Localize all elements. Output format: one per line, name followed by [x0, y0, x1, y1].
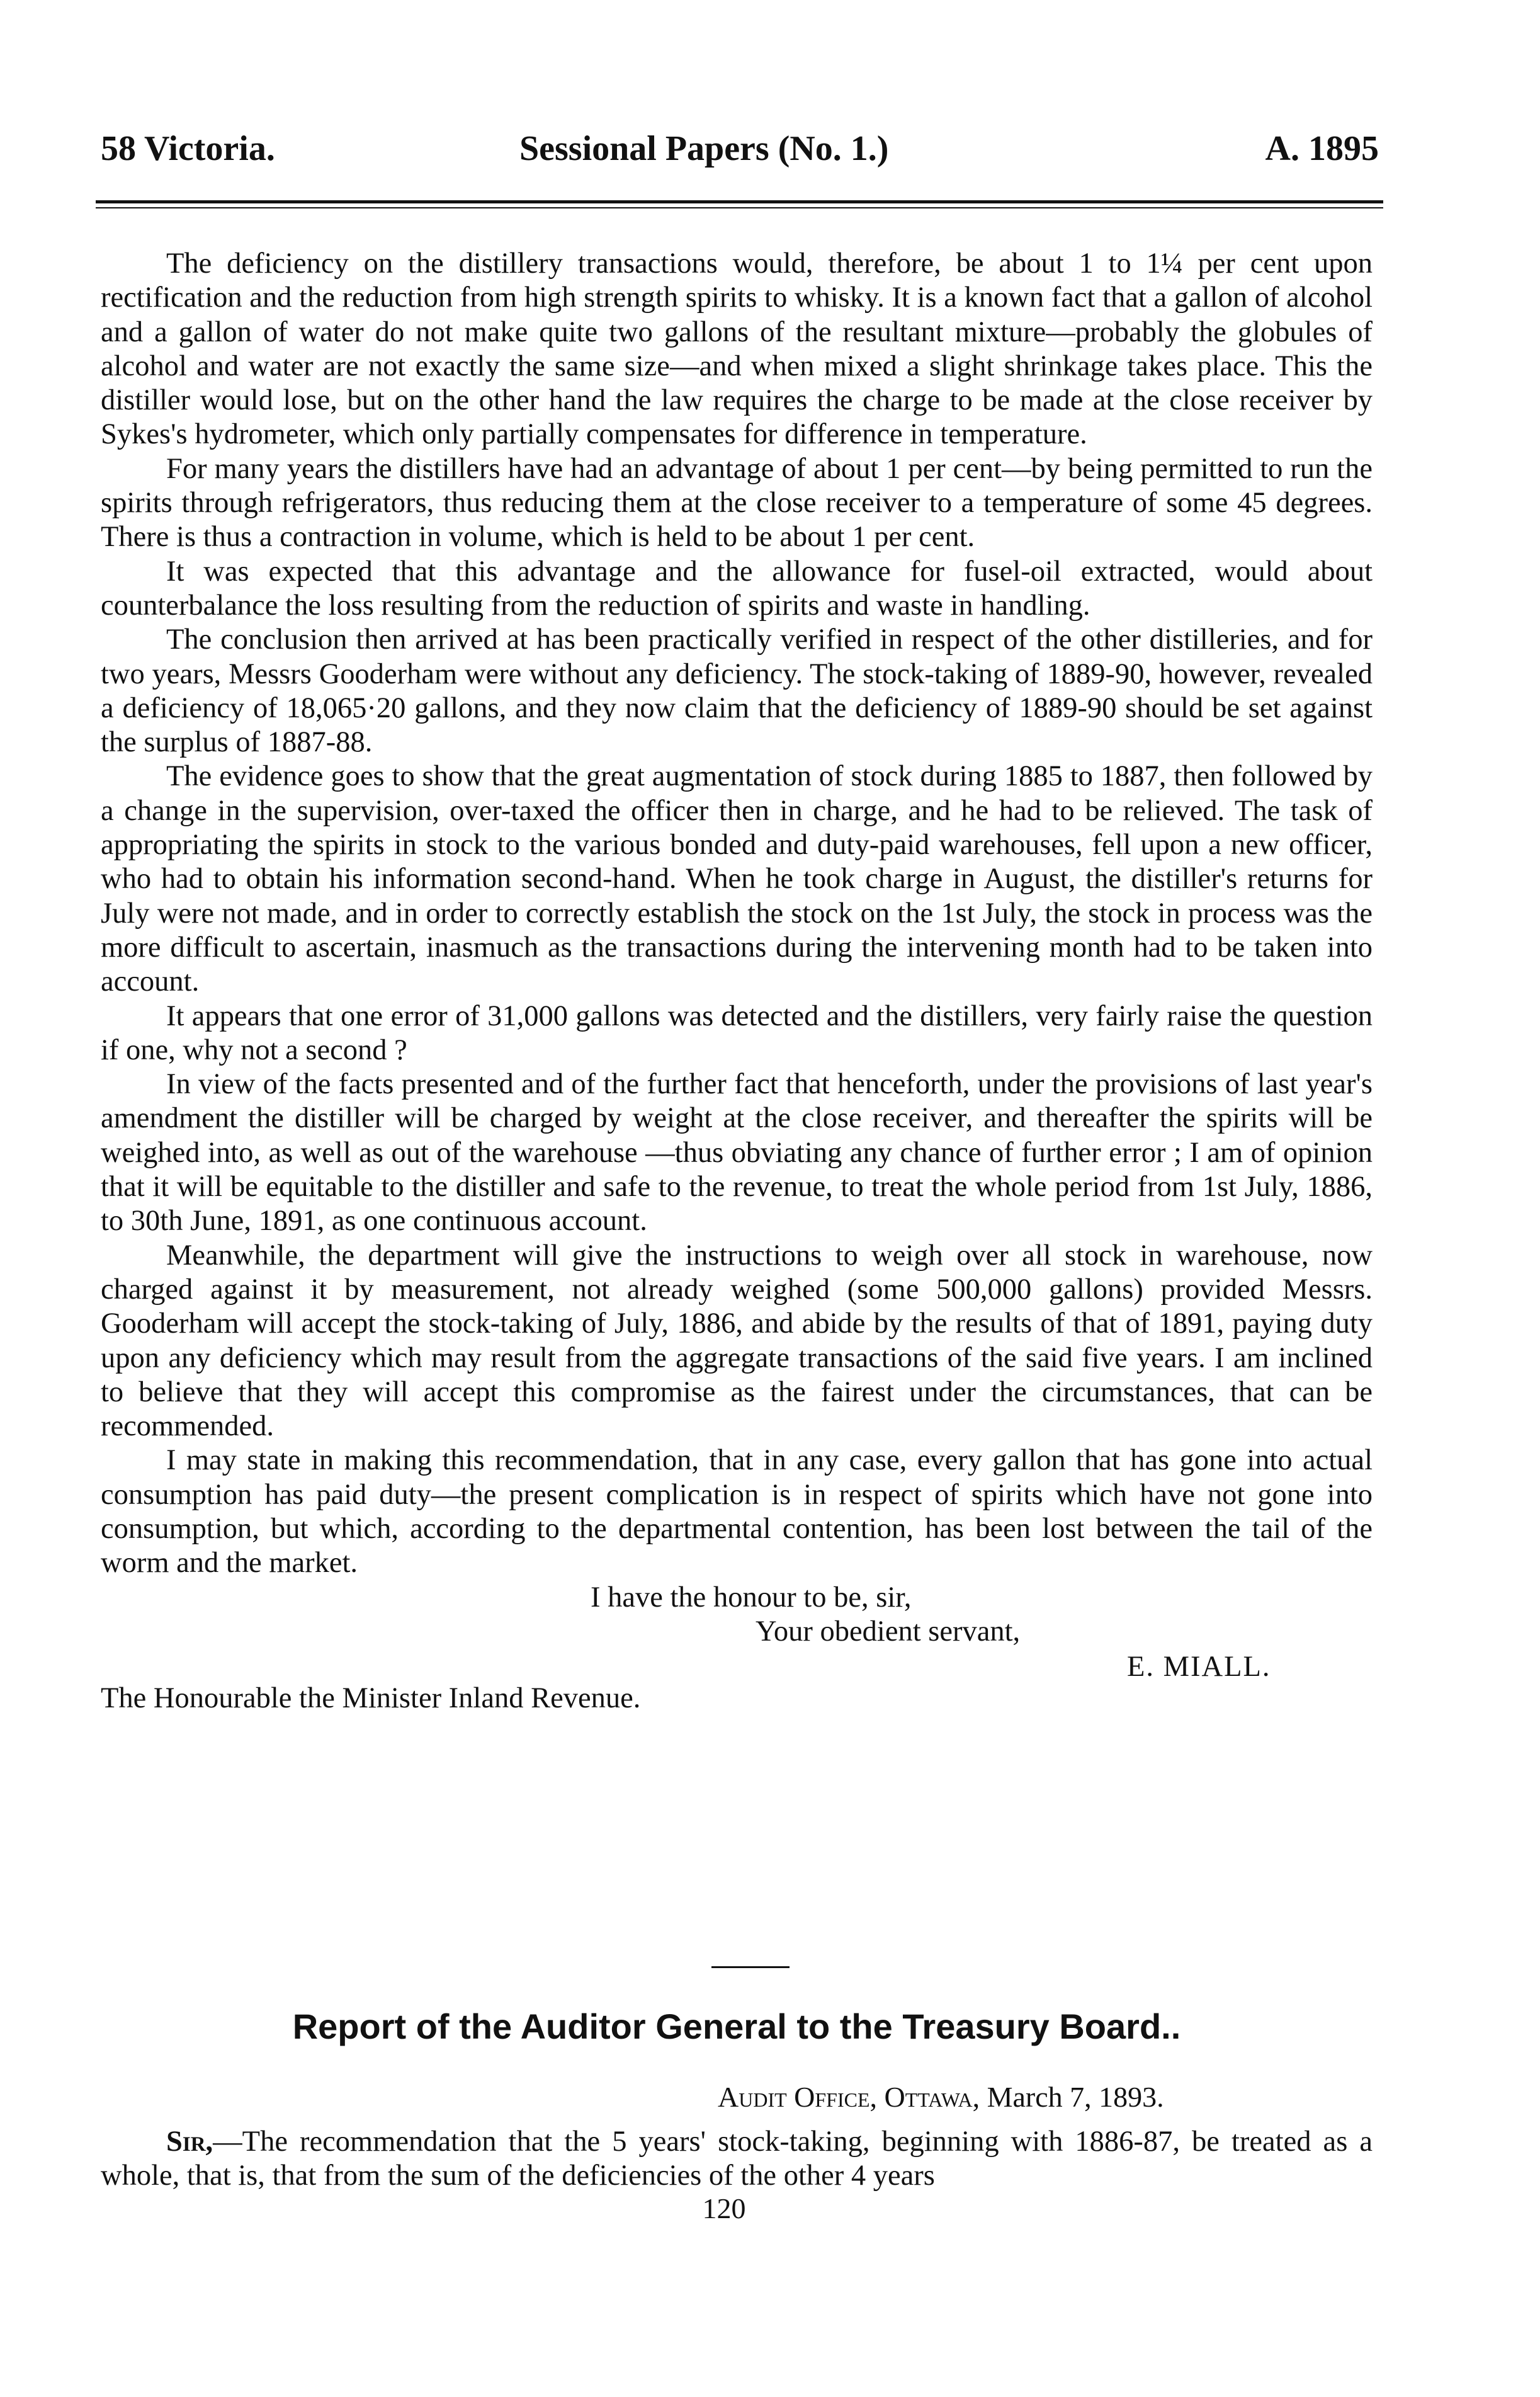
dateline-place: Audit Office, Ottawa, — [718, 2081, 980, 2113]
closing-line: Your obedient servant, — [756, 1615, 1021, 1648]
paragraph: The conclusion then arrived at has been practically verified in respect of the other distilleries, and for two years, Messrs Gooderham were without any deficiency. The stock-taking of 1889-90, however, revealed a deficiency of 18,065·20 gallons, and they now claim that the deficiency of 1889-90 should be set against the surplus of 1887-88. — [101, 623, 1373, 759]
closing-line: I have the honour to be, sir, — [591, 1581, 912, 1614]
section-divider — [711, 1966, 790, 1968]
paragraph: It was expected that this advantage and the allowance for fusel-oil extracted, would about counterbalance the loss resulting from the reduction of spirits and waste in handling. — [101, 555, 1373, 622]
paragraph: I may state in making this recommendation, that in any case, every gallon that has gone into actual consumption has paid duty—the present complication is in respect of spirits which have not gone into consumption, but which, according to the departmental contention, has been lost between the tail of the worm and the market. — [101, 1444, 1373, 1580]
header-publication: Sessional Papers (No. 1.) — [519, 129, 889, 168]
signer-name: E. MIALL. — [1127, 1650, 1271, 1683]
paragraph: In view of the facts presented and of the further fact that henceforth, under the provisions of last year's amendment the distiller will be charged by weight at the close receiver, and thereafter the spirits will be weighed into, as well as out of the warehouse —thus obviating any chance of further error ; I am of opinion that it will be equitable to the distiller and safe to the revenue, to treat the whole period from 1st July, 1886, to 30th June, 1891, as one continuous account. — [101, 1068, 1373, 1238]
report-body — [101, 2125, 1373, 2194]
addressee: The Honourable the Minister Inland Revenue. — [101, 1682, 641, 1714]
header-rule-thick — [96, 200, 1383, 203]
header-rule-thin — [96, 207, 1383, 208]
dateline — [718, 2078, 1164, 2116]
paragraph: For many years the distillers have had an advantage of about 1 per cent—by being permitted to run the spirits through refrigerators, thus reducing them at the close receiver to a temperature of some 45 degrees. There is thus a contraction in volume, which is held to be about 1 per cent. — [101, 452, 1373, 554]
header-session: 58 Victoria. — [101, 129, 275, 168]
salutation: Sir, — [166, 2126, 213, 2158]
paragraph: The evidence goes to show that the great augmentation of stock during 1885 to 1887, then followed by a change in the supervision, over-taxed the officer then in charge, and he had to be relieved. The task of appropriating the spirits in stock to the various bonded and duty-paid warehouses, fell upon a new officer, who had to obtain his information second-hand. When he took charge in August, the distiller's returns for July were not made, and in order to correctly establish the stock on the 1st July, the stock in process was the more difficult to ascertain, inasmuch as the transactions during the intervening month had to be taken into account. — [101, 760, 1373, 998]
letter-body — [101, 247, 1373, 1714]
paragraph: Meanwhile, the department will give the instructions to weigh over all stock in warehouse, now charged against it by measurement, not already weighed (some 500,000 gallons) provided Messrs. Gooderham will accept the stock-taking of July, 1886, and abide by the results of that of 1891, paying duty upon any deficiency which may result from the aggregate transactions of the said five years. I am inclined to believe that they will accept this compromise as the fairest under the circumstances, that can be recommended. — [101, 1239, 1373, 1443]
running-header — [101, 123, 1379, 174]
paragraph: The deficiency on the distillery transactions would, therefore, be about 1 to 1¼ per cent upon rectification and the reduction from high strength spirits to whisky. It is a known fact that a gallon of alcohol and a gallon of water do not make quite two gallons of the resultant mixture—probably the globules of alcohol and water are not exactly the same size—and when mixed a slight shrinkage takes place. This the distiller would lose, but on the other hand the law requires the charge to be made at the close receiver by Sykes's hydrometer, which only partially compensates for difference in temperature. — [101, 248, 1373, 451]
dateline-date: March 7, 1893. — [987, 2081, 1164, 2113]
report-paragraph — [101, 2125, 1373, 2194]
report-opening: —The recommendation that the 5 years' stock-taking, beginning with 1886-87, be treated as a whole, that is, that from the sum of the deficiencies of the other 4 years — [101, 2126, 1373, 2192]
report-title: Report of the Auditor General to the Treasury Board.. — [292, 2007, 1181, 2046]
header-year: A. 1895 — [1265, 129, 1379, 168]
page-number: 120 — [702, 2192, 746, 2224]
signature-block — [101, 1581, 1373, 1714]
paragraph: It appears that one error of 31,000 gallons was detected and the distillers, very fairly raise the question if one, why not a second ? — [101, 999, 1373, 1066]
